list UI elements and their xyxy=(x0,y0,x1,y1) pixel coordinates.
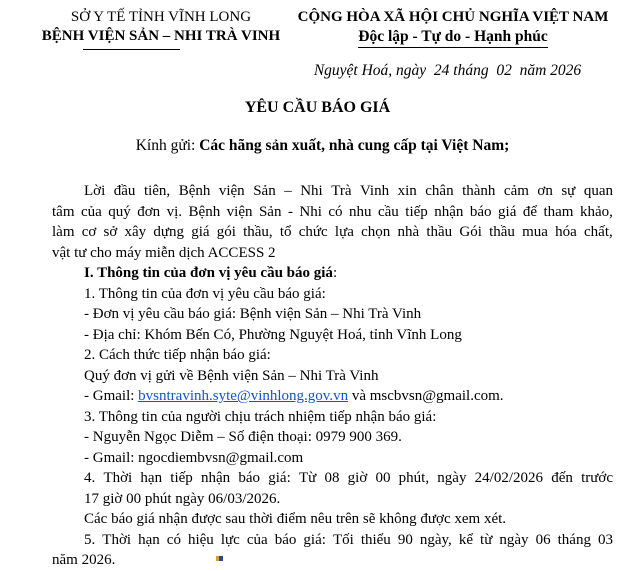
document-title: YÊU CẦU BÁO GIÁ xyxy=(244,99,391,116)
body-text xyxy=(52,181,613,571)
national-title: CỘNG HÒA XÃ HỘI CHỦ NGHĨA VIỆT NAM xyxy=(297,9,609,25)
issuing-department: SỞ Y TẾ TỈNH VĨNH LONG xyxy=(70,9,252,25)
national-motto: Độc lập - Tự do - Hạnh phúc xyxy=(358,27,547,48)
body-line: - Nguyễn Ngọc Diễm – Số điện thoại: 0979 900 369. xyxy=(84,429,402,445)
header-right-block xyxy=(288,8,618,48)
body-line: 2. Cách thức tiếp nhận báo giá: xyxy=(84,347,271,363)
body-line: 5. Thời hạn có hiệu lực của báo giá: Tối thiểu 90 ngày, kể từ ngày 06 tháng 03 xyxy=(84,531,613,548)
salutation-prefix: Kính gửi: xyxy=(135,137,200,154)
body-line: 4. Thời hạn tiếp nhận báo giá: Từ 08 giờ 00 phút, ngày 24/02/2026 đến trước xyxy=(84,470,613,486)
body-line: - Gmail: ngocdiembvsn@gmail.com xyxy=(84,449,304,466)
salutation-recipient: Các hãng sản xuất, nhà cung cấp tại Việt Nam; xyxy=(199,137,510,154)
organization-underline xyxy=(83,49,180,50)
body-line: tâm của quý đơn vị. Bệnh viện Sản - Nhi có nhu cầu tiếp nhận báo giá để tham khảo, xyxy=(52,203,613,220)
body-line: - Đơn vị yêu cầu báo giá: Bệnh viện Sản – Nhi Trà Vinh xyxy=(84,306,422,322)
date-line: Nguyệt Hoá, ngày 24 tháng 02 năm 2026 xyxy=(313,62,582,79)
header-left-block xyxy=(18,8,304,50)
clipped-text-fragment xyxy=(216,556,224,561)
body-line: 3. Thông tin của người chịu trách nhiệm tiếp nhận báo giá: xyxy=(84,408,437,425)
body-line: - Địa chỉ: Khóm Bến Có, Phường Nguyệt Hoá, tỉnh Vĩnh Long xyxy=(84,326,462,343)
email-link[interactable]: bvsntravinh.syte@vinhlong.gov.vn xyxy=(138,388,349,404)
salutation-line xyxy=(20,137,625,155)
body-line: - Gmail: bvsntravinh.syte@vinhlong.gov.vn và mscbvsn@gmail.com. xyxy=(84,388,504,404)
body-line: 17 giờ 00 phút ngày 06/03/2026. xyxy=(84,490,281,507)
body-line: I. Thông tin của đơn vị yêu cầu báo giá: xyxy=(84,265,338,281)
body-line: Các báo giá nhận được sau thời điểm nêu trên sẽ không được xem xét. xyxy=(84,511,507,527)
body-line: năm 2026. xyxy=(52,552,116,568)
body-line: Quý đơn vị gửi về Bệnh viện Sản – Nhi Trà Vinh xyxy=(84,367,379,384)
clipped-fragment-right xyxy=(219,556,223,561)
organization-name: BỆNH VIỆN SẢN – NHI TRÀ VINH xyxy=(41,28,281,44)
body-line: Lời đầu tiên, Bệnh viện Sản – Nhi Trà Vinh xin chân thành cảm ơn sự quan xyxy=(84,183,613,199)
body-line: làm cơ sở xây dựng giá gói thầu, tổ chức lựa chọn nhà thầu Gói thầu mua hóa chất, xyxy=(52,224,613,240)
body-line: vật tư cho máy miễn dịch ACCESS 2 xyxy=(52,244,276,261)
body-line: 1. Thông tin của đơn vị yêu cầu báo giá: xyxy=(84,285,326,302)
